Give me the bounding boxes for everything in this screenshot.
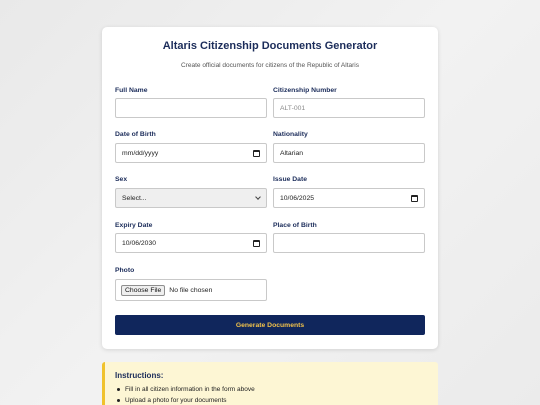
instructions-panel [102, 362, 438, 405]
sex-select[interactable] [115, 188, 267, 208]
calendar-icon[interactable] [253, 240, 260, 247]
calendar-icon[interactable] [253, 150, 260, 157]
list-item: Fill in all citizen information in the form above [115, 386, 428, 393]
nationality-input[interactable]: Altarian [273, 143, 425, 163]
full-name-input[interactable] [115, 98, 267, 118]
issue-date-input[interactable] [273, 188, 425, 208]
date-of-birth-label: Date of Birth [115, 131, 156, 138]
choose-file-button[interactable]: Choose File [121, 285, 165, 296]
issue-date-label: Issue Date [273, 176, 308, 183]
sex-select-value: Select... [122, 194, 147, 202]
expiry-date-input[interactable] [115, 233, 267, 253]
date-of-birth-input[interactable] [115, 143, 267, 163]
file-status: No file chosen [169, 286, 213, 294]
place-of-birth-input[interactable] [273, 233, 425, 253]
instructions-list [115, 386, 428, 404]
chevron-down-icon [255, 194, 261, 200]
generate-documents-button[interactable]: Generate Documents [115, 315, 425, 335]
date-of-birth-value: mm/dd/yyyy [122, 149, 159, 157]
issue-date-value: 10/06/2025 [280, 194, 315, 202]
page-subtitle: Create official documents for citizens of the Republic of Altaris [181, 62, 359, 69]
nationality-label: Nationality [273, 131, 308, 138]
photo-label: Photo [115, 267, 135, 274]
calendar-icon[interactable] [411, 195, 418, 202]
instructions-title: Instructions: [115, 371, 164, 380]
photo-file-input[interactable] [115, 279, 267, 301]
page-title: Altaris Citizenship Documents Generator [162, 40, 378, 52]
expiry-date-label: Expiry Date [115, 222, 153, 229]
citizenship-number-input[interactable]: ALT-001 [273, 98, 425, 118]
generator-card [102, 27, 438, 349]
sex-label: Sex [115, 176, 128, 183]
place-of-birth-label: Place of Birth [273, 222, 317, 229]
list-item: Upload a photo for your documents [115, 397, 428, 404]
expiry-date-value: 10/06/2030 [122, 239, 157, 247]
full-name-label: Full Name [115, 87, 148, 94]
citizenship-number-label: Citizenship Number [273, 87, 337, 94]
